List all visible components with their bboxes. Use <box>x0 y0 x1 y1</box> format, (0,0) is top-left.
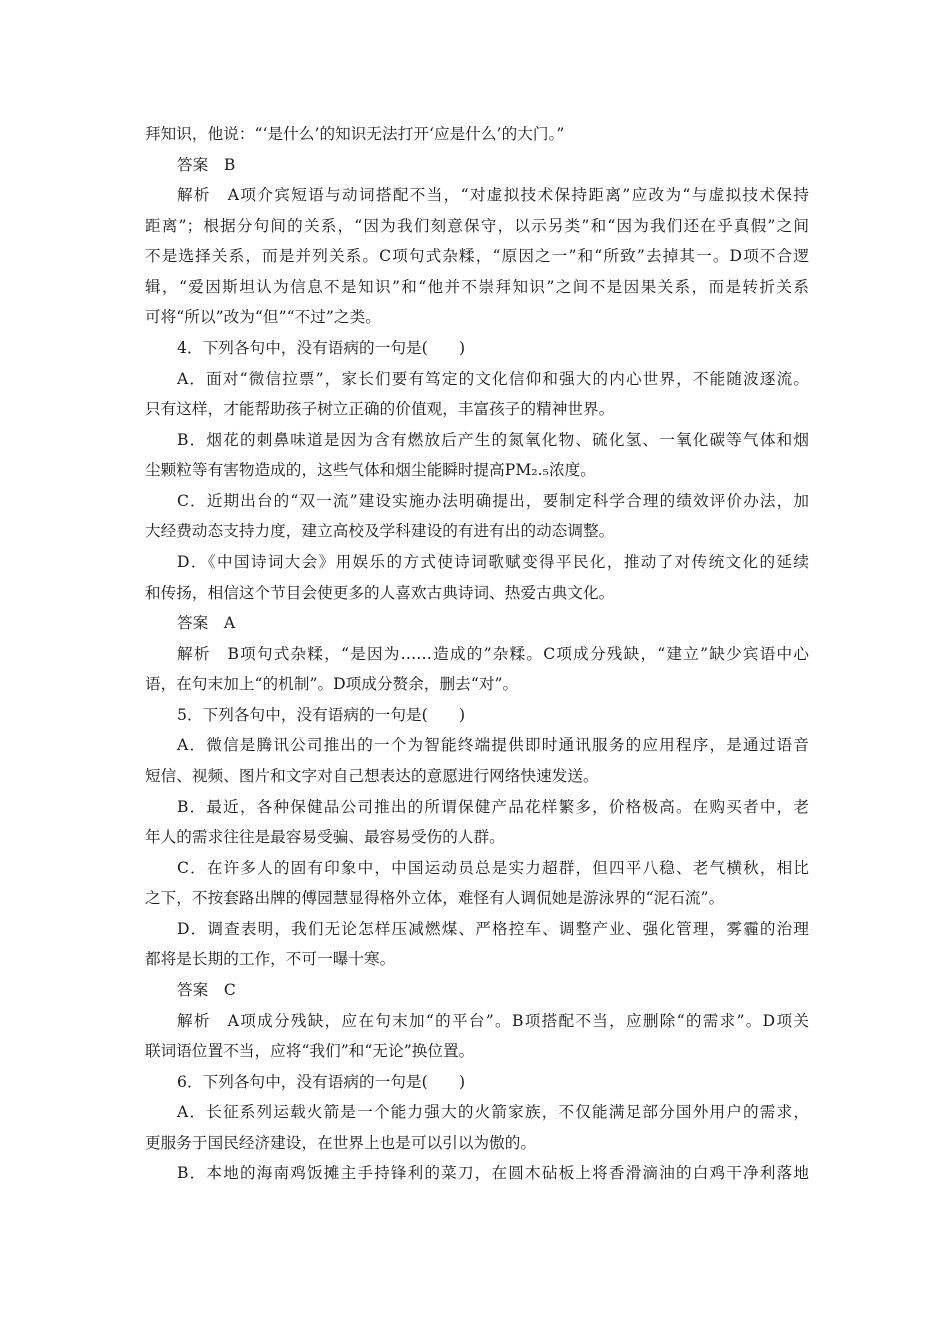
option-line: A．面对“微信拉票”，家长们要有笃定的文化信仰和强大的内心世界，不能随波逐流。 <box>177 370 809 388</box>
text-line: 距离”；根据分句间的关系，“因为我们刻意保守，以示另类”和“因为我们还在乎真假”之间 <box>145 217 809 235</box>
text-line: 都将是长期的工作，不可一曝十寒。 <box>145 950 396 968</box>
option-line: B．烟花的刺鼻味道是因为含有燃放后产生的氮氧化物、硫化氢、一氧化碳等气体和烟 <box>177 431 809 449</box>
question-line: 5．下列各句中，没有语病的一句是( ) <box>177 706 466 724</box>
answer-line: 答案 A <box>177 614 236 632</box>
option-line: D．调查表明，我们无论怎样压减燃煤、严格控车、调整产业、强化管理，雾霾的治理 <box>177 920 809 938</box>
text-line: 可将“所以”改为“但”“不过”之类。 <box>145 308 381 326</box>
analysis-line: 解析 A项成分残缺，应在句末加“的平台”。B项搭配不当，应删除“的需求”。D项关 <box>177 1012 809 1030</box>
text-line: 年人的需求往往是最容易受骗、最容易受伤的人群。 <box>145 828 505 846</box>
text-line: 不是选择关系，而是并列关系。C项句式杂糅，“原因之一”和“所致”去掉其一。D项不合逻 <box>145 247 809 265</box>
answer-line: 答案 B <box>177 156 236 174</box>
text-line: 短信、视频、图片和文字对自己想表达的意愿进行网络快速发送。 <box>145 767 599 785</box>
text-line: 拜知识，他说：“‘是什么’的知识无法打开‘应是什么’的大门。” <box>145 125 565 143</box>
text-line: 之下，不按套路出牌的傅园慧显得格外立体，难怪有人调侃她是游泳界的“泥石流”。 <box>145 889 725 907</box>
option-line: A．微信是腾讯公司推出的一个为智能终端提供即时通讯服务的应用程序，是通过语音 <box>177 736 809 754</box>
option-line: D．《中国诗词大会》用娱乐的方式使诗词歌赋变得平民化，推动了对传统文化的延续 <box>177 553 809 571</box>
option-line: B．最近，各种保健品公司推出的所谓保健产品花样繁多，价格极高。在购买者中，老 <box>177 798 809 816</box>
option-line: A．长征系列运载火箭是一个能力强大的火箭家族，不仅能满足部分国外用户的需求， <box>177 1103 809 1121</box>
text-line: 和传扬，相信这个节目会使更多的人喜欢古典诗词、热爱古典文化。 <box>145 584 615 602</box>
option-line: C．在许多人的固有印象中，中国运动员总是实力超群，但四平八稳、老气横秋，相比 <box>177 859 809 877</box>
text-line: 只有这样，才能帮助孩子树立正确的价值观，丰富孩子的精神世界。 <box>145 400 615 418</box>
text-line: 联词语位置不当，应将“我们”和“无论”换位置。 <box>145 1042 475 1060</box>
text-line: 尘颗粒等有害物造成的，这些气体和烟尘能瞬时提高PM₂.₅浓度。 <box>145 461 596 479</box>
analysis-line: 解析 A项介宾短语与动词搭配不当，“对虚拟技术保持距离”应改为“与虚拟技术保持 <box>177 186 809 204</box>
option-line: C．近期出台的“双一流”建设实施办法明确提出，要制定科学合理的绩效评价办法，加 <box>177 492 809 510</box>
text-line: 大经费动态支持力度，建立高校及学科建设的有进有出的动态调整。 <box>145 522 615 540</box>
answer-line: 答案 C <box>177 981 236 999</box>
text-line: 更服务于国民经济建设，在世界上也是可以引以为傲的。 <box>145 1134 537 1152</box>
option-line: B．本地的海南鸡饭摊主手持锋利的菜刀，在圆木砧板上将香滑滴油的白鸡干净利落地 <box>177 1164 809 1182</box>
question-line: 6．下列各句中，没有语病的一句是( ) <box>177 1073 466 1091</box>
text-line: 语，在句末加上“的机制”。D项成分赘余，删去“对”。 <box>145 675 519 693</box>
question-line: 4．下列各句中，没有语病的一句是( ) <box>177 339 466 357</box>
text-line: 辑，“爱因斯坦认为信息不是知识”和“他并不崇拜知识”之间不是因果关系，而是转折关系 <box>145 278 809 296</box>
analysis-line: 解析 B项句式杂糅，“是因为……造成的”杂糅。C项成分残缺，“建立”缺少宾语中心 <box>177 645 809 663</box>
